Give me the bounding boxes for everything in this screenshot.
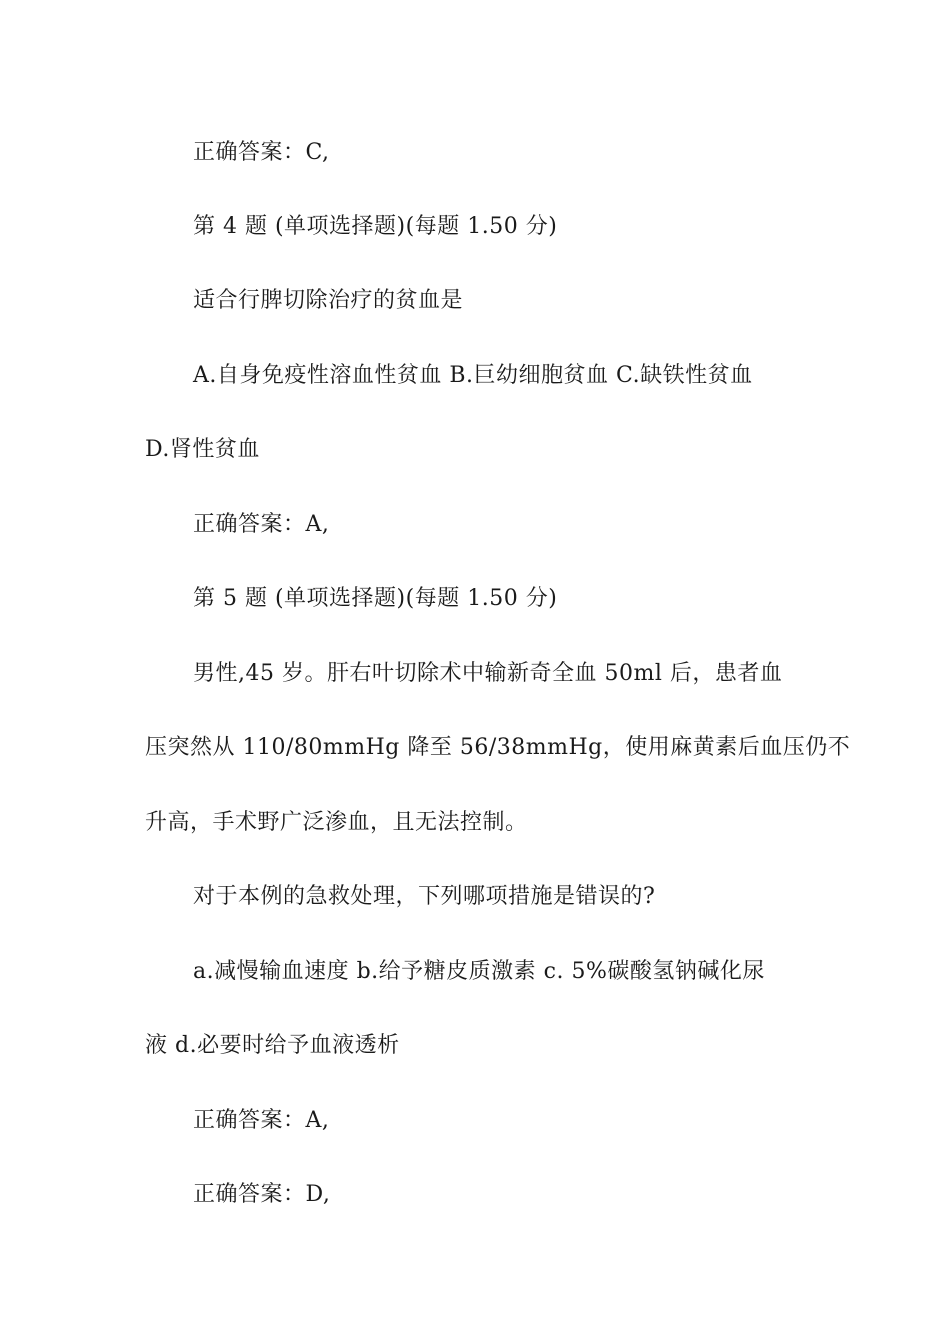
- answer-line-next: 正确答案：D,: [193, 1182, 331, 1207]
- answer-line-q5: 正确答案：A,: [193, 1108, 330, 1133]
- question-4-stem: 适合行脾切除治疗的贫血是: [193, 288, 464, 313]
- question-5-stem-line-3: 升高，手术野广泛渗血，且无法控制。: [145, 810, 528, 835]
- question-5-stem-line-2: 压突然从 110/80mmHg 降至 56/38mmHg，使用麻黄素后血压仍不: [145, 735, 851, 760]
- question-5-stem-line-1: 男性,45 岁。肝右叶切除术中输新奇全血 50ml 后，患者血: [193, 661, 783, 686]
- answer-line-q4: 正确答案：A,: [193, 512, 330, 537]
- question-4-options-line-1: A.自身免疫性溶血性贫血 B.巨幼细胞贫血 C.缺铁性贫血: [193, 363, 753, 388]
- answer-line-q3: 正确答案：C,: [193, 140, 330, 165]
- question-4-options-line-2: D.肾性贫血: [145, 437, 260, 462]
- question-5-options-line-1: a.减慢输血速度 b.给予糖皮质激素 c. 5%碳酸氢钠碱化尿: [193, 959, 765, 984]
- question-5-header: 第 5 题 (单项选择题)(每题 1.50 分): [193, 586, 558, 611]
- question-5-options-line-2: 液 d.必要时给予血液透析: [145, 1033, 400, 1058]
- question-4-header: 第 4 题 (单项选择题)(每题 1.50 分): [193, 214, 558, 239]
- question-5-prompt: 对于本例的急救处理，下列哪项措施是错误的?: [193, 884, 656, 909]
